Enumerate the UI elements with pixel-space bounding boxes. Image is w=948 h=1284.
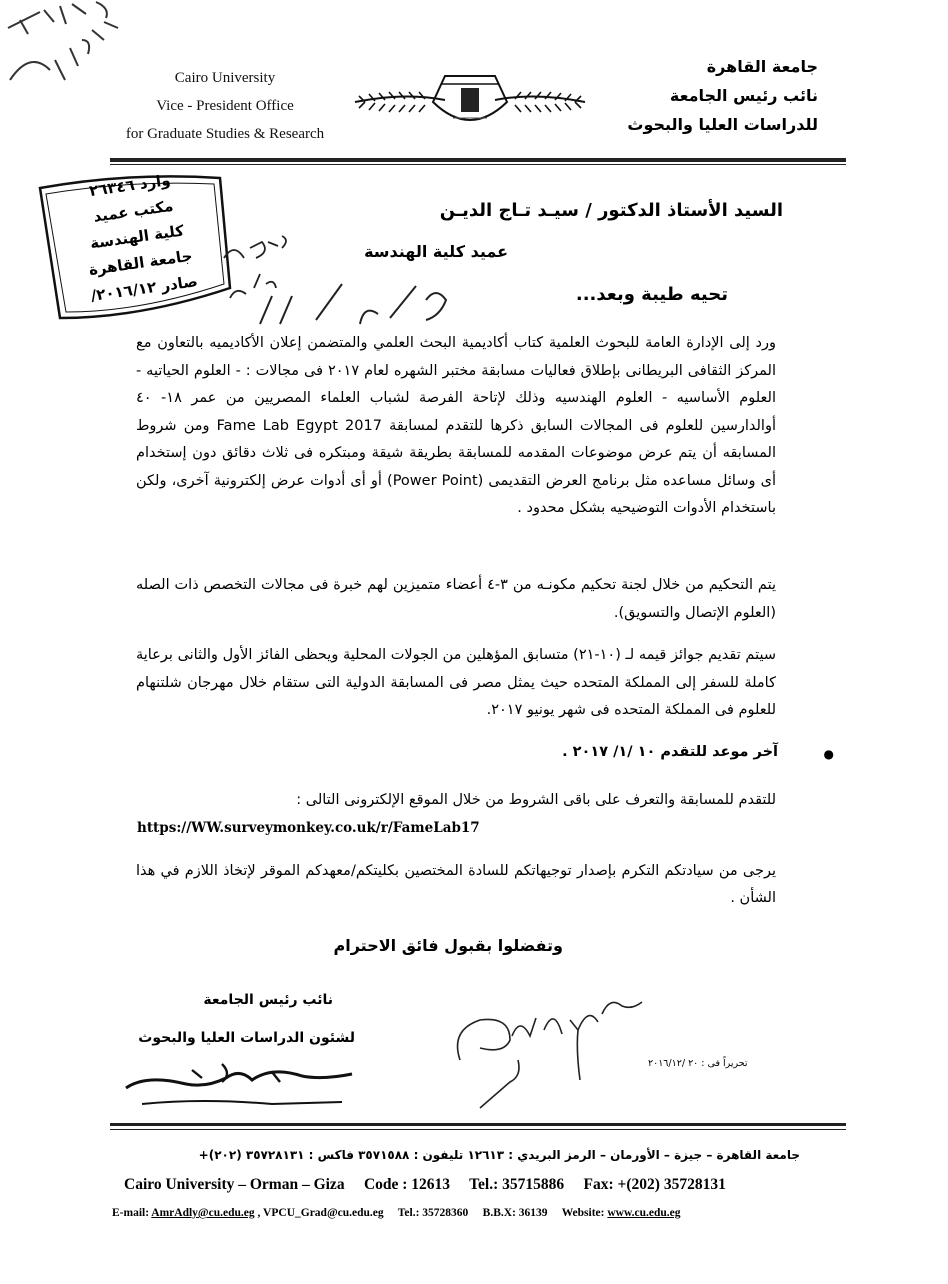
stamp-line-1: وارد ٢٦٣٤٦ — [88, 170, 172, 201]
header-arabic-block — [618, 52, 818, 139]
deadline-bullet — [562, 744, 834, 761]
application-url[interactable]: https://WW.surveymonkey.co.uk/r/FameLab17 — [137, 820, 480, 836]
closing-line: وتفضلوا بقبول فائق الاحترام — [333, 936, 563, 955]
website-link[interactable]: www.cu.edu.eg — [607, 1207, 681, 1219]
paragraph-announcement: ورد إلى الإدارة العامة للبحوث العلمية كتاب أكاديمية البحث العلمي والمتضمن إعلان الأكاديميه بالتعاون مع المركز الثقافى البريطانى بإطلاق فعاليات مسابقة مختبر الشهره لعام ٢٠١٧ فى مجالات : - العلوم الحياتيه - العلوم الأساسيه - العلوم الهندسيه وذلك لإتاحة الفرصة لشباب العلماء المصريين من عمر ١٨- ٤٠ أوالدارسين للعلوم فى المجالات السابق ذكرها للتقدم لمسابقة Fame Lab Egypt 2017 ومن شروط المسابقه أن يتم عرض موضوعات المقدمه للمسابقة بطريقة شيقة ومبتكره فى ثلاث دقائق دون إستخدام أى وسائل مساعده مثل برنامج العرض التقديمى (Power Point) أو أى أدوات عرض إلكترونية آخرى، ولكن باستخدام الأدوات التوضيحيه بشكل محدود . — [136, 335, 776, 516]
stamp-line-5: صادر ٢٠١٦/١٢/ — [89, 272, 199, 305]
header-ar-line-2: نائب رئيس الجامعة — [669, 86, 818, 105]
header-ar-line-1: جامعة القاهرة — [706, 57, 818, 76]
cairo-university-logo — [345, 62, 595, 142]
header-divider-thin — [110, 164, 846, 165]
bullet-dot-icon: ● — [823, 747, 834, 761]
footer-divider-thin — [110, 1129, 846, 1130]
apply-instructions: للتقدم للمسابقة والتعرف على باقى الشروط من خلال الموقع الإلكترونى التالى : — [296, 792, 776, 808]
footer-english-address: Cairo University – Orman – Giza Code : 12613 Tel.: 35715886 Fax: +(202) 35728131 — [124, 1176, 726, 1193]
addressee-title: عميد كلية الهندسة — [364, 242, 508, 261]
footer-divider-thick — [110, 1123, 846, 1126]
addressee-name: السيد الأستاذ الدكتور / سيـد تـاج الديـن — [439, 200, 783, 221]
header-en-line-3: for Graduate Studies & Research — [125, 126, 325, 142]
email-label: E-mail: — [112, 1207, 152, 1219]
deadline-text: آخر موعد للتقدم ١٠ /١/ ٢٠١٧ . — [562, 744, 778, 760]
stamp-line-4: جامعة القاهرة — [87, 246, 194, 279]
stamp-line-3: كلية الهندسة — [88, 221, 186, 253]
signer-title-2: لشئون الدراسات العليا والبحوث — [138, 1030, 355, 1046]
incoming-stamp — [30, 168, 242, 328]
header-en-line-2: Vice - President Office — [156, 98, 294, 114]
header-en-line-1: Cairo University — [174, 70, 276, 86]
paragraph-request: يرجى من سيادتكم التكرم بإصدار توجيهاتكم للسادة المختصين بكليتكم/معهدكم الموقر لإتخاذ اللازم في هذا الشأن . — [136, 863, 776, 906]
header-english-block — [120, 64, 330, 148]
paragraph-prizes: سيتم تقديم جوائز قيمه لـ (١٠-٢١) متسابق المؤهلين من الجولات المحلية ويحظى الفائز الأول والثانى برعاية كاملة للسفر إلى المملكة المتحده حيث يمثل مصر فى المسابقة الدولية التى ستقام خلال مهرجان شلتنهام للعلوم فى المملكة المتحده فى شهر يونيو ٢٠١٧. — [136, 647, 776, 718]
header-ar-line-3: للدراسات العليا والبحوث — [627, 115, 818, 134]
date-written: تحريراً فى : ٢٠ /٢٠١٦/١٢ — [648, 1058, 748, 1069]
footer-contact-line — [112, 1207, 681, 1219]
contact-rest: , VPCU_Grad@cu.edu.eg Tel.: 35728360 B.B.X: 36139 Website: — [254, 1207, 608, 1219]
greeting: تحيه طيبة وبعد... — [575, 284, 728, 305]
handwritten-date-annotation — [0, 0, 140, 120]
stamp-line-2: مكتب عميد — [92, 196, 175, 226]
handwritten-signature-left — [122, 1058, 362, 1114]
signer-title-1: نائب رئيس الجامعة — [203, 992, 333, 1008]
email-link[interactable]: AmrAdly@cu.edu.eg — [151, 1207, 255, 1219]
handwritten-signature-right — [440, 990, 660, 1120]
paragraph-judging: يتم التحكيم من خلال لجنة تحكيم مكونـه من ٣-٤ أعضاء متميزين لهم خبرة فى مجالات التخصص ذات الصله (العلوم الإتصال والتسويق). — [136, 577, 776, 621]
footer-arabic-address: جامعة القاهرة – جيزة – الأورمان – الرمز البريدي : ١٢٦١٣ تليفون : ٣٥٧١٥٨٨ فاكس : ٣٥٧٢٨١٣١ (٢٠٢)+ — [198, 1148, 800, 1162]
header-divider-thick — [110, 158, 846, 162]
